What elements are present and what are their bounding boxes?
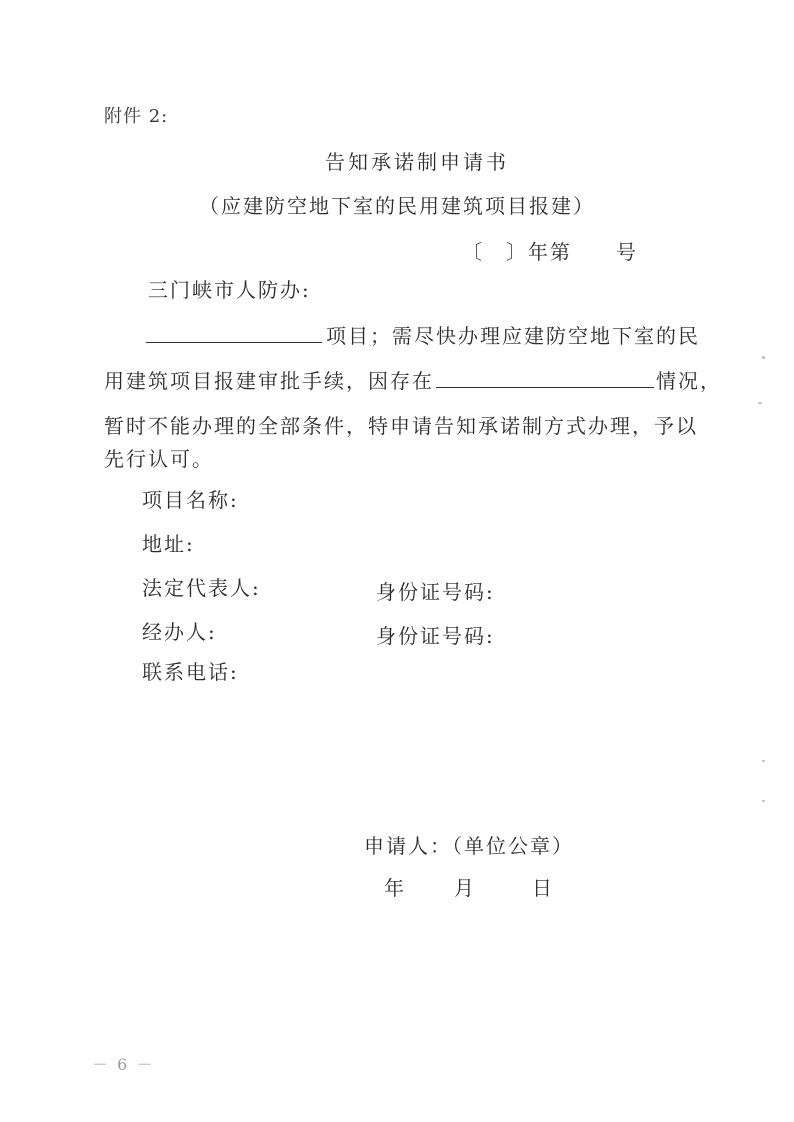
date-month: 月: [454, 876, 474, 900]
body-line-3: 暂时不能办理的全部条件，特申请告知承诺制方式办理，予以: [104, 414, 698, 438]
body-line-2-prefix: 用建筑项目报建审批手续，因存在: [104, 369, 434, 393]
scan-speck: [762, 800, 765, 802]
scan-speck: [758, 402, 762, 404]
signature-date: [384, 872, 552, 901]
scan-speck: [762, 760, 765, 762]
document-title: 告知承诺制申请书: [325, 150, 509, 174]
date-day: 日: [532, 876, 552, 900]
attachment-label: 附件 2:: [104, 106, 169, 127]
handler-id-label: 身份证号码:: [376, 624, 495, 648]
legal-rep-id-label: 身份证号码:: [376, 580, 495, 604]
project-name-label: 项目名称:: [142, 488, 239, 512]
handler-label: 经办人:: [142, 620, 217, 644]
body-line-2: [104, 365, 722, 394]
body-line-4: 先行认可。: [104, 447, 214, 471]
scan-speck: [762, 356, 765, 359]
applicant-signature: 申请人：（单位公章）: [364, 834, 574, 858]
document-number: 〔 〕年第 号: [462, 240, 638, 264]
body-line-1-text: 项目；需尽快办理应建防空地下室的民: [326, 324, 700, 348]
legal-rep-label: 法定代表人:: [142, 576, 261, 600]
project-blank[interactable]: [146, 324, 322, 343]
address-label: 地址:: [142, 532, 195, 556]
page-number: － 6 －: [92, 1055, 155, 1074]
body-line-2-suffix: 情况，: [656, 369, 722, 393]
phone-label: 联系电话:: [142, 660, 239, 684]
salutation: 三门峡市人防办:: [148, 278, 311, 302]
body-line-1: [146, 320, 700, 349]
situation-blank[interactable]: [436, 369, 654, 388]
document-subtitle: （应建防空地下室的民用建筑项目报建）: [199, 194, 595, 218]
date-year: 年: [384, 876, 404, 900]
